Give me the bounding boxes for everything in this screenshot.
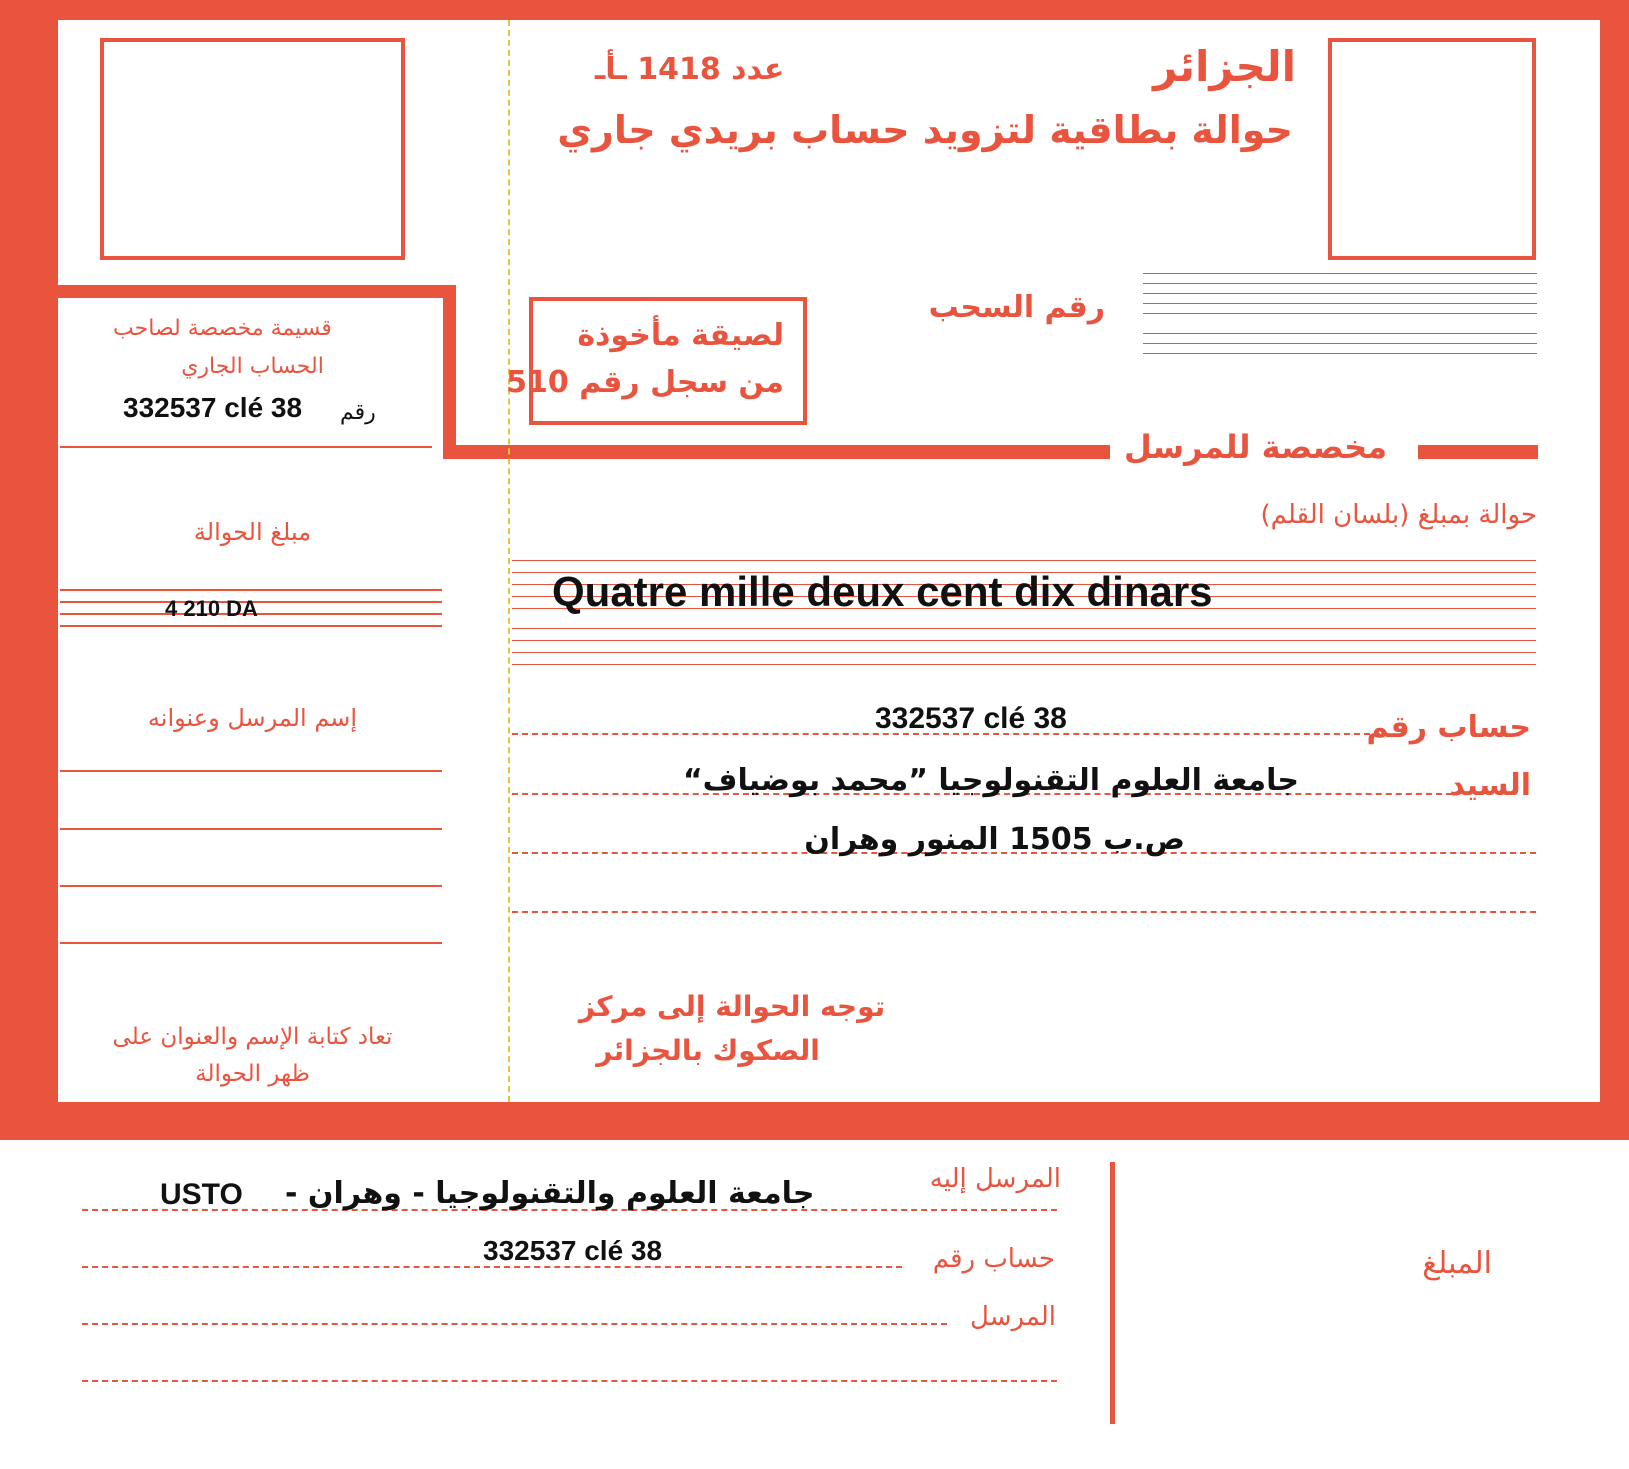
coupon-sender-line-3 [60,885,442,887]
sender-section-bar-left [443,445,1138,459]
coupon-sender-label: إسم المرسل وعنوانه [147,704,358,732]
form-frame-bottom [0,1102,1629,1140]
withdrawal-line-4 [1143,303,1537,304]
withdrawal-line-5 [1143,313,1537,314]
coupon-amount-line-1 [60,589,442,591]
bottom-sender-line [82,1323,947,1325]
mr-label: السيد [1449,768,1531,803]
bottom-account-value: 332537 clé 38 [483,1235,663,1266]
account-value: 332537 clé 38 [875,702,1067,735]
coupon-sender-line-2 [60,828,442,830]
withdrawal-label: رقم السحب [928,290,1105,325]
withdrawal-line-1 [1143,273,1537,274]
amount-words-line-1 [512,560,1536,561]
direction-line1: توجه الحوالة إلى مركز [578,990,886,1023]
direction-line2: الصكوك بالجزائر [596,1034,820,1067]
top-left-box [100,38,405,260]
stamp-line1: لصيقة مأخوذة [577,318,784,353]
form-number: عدد 1418 ـأـ [595,52,785,87]
amount-words-label: حوالة بمبلغ (بلسان القلم) [1260,500,1537,530]
coupon-sender-line-1 [60,770,442,772]
form-frame-right [1600,0,1629,1140]
withdrawal-line-8 [1143,353,1537,354]
amount-words-value: Quatre mille deux cent dix dinars [552,568,1213,615]
coupon-note-line2: ظهر الحوالة [195,1061,310,1087]
withdrawal-line-7 [1143,343,1537,344]
top-right-box [1328,38,1536,260]
coupon-amount-line-4 [60,625,442,627]
coupon-title-line1: قسيمة مخصصة لصاحب [113,316,332,341]
form-frame-left [0,0,58,1140]
withdrawal-line-6 [1143,333,1537,334]
address-value: ص.ب 1505 المنور وهران [804,822,1185,857]
form-frame-top [0,0,1629,20]
withdrawal-line-2 [1143,283,1537,284]
coupon-note-line1: تعاد كتابة الإسم والعنوان على [112,1024,393,1050]
coupon-frame-top [58,285,456,298]
bottom-account-label: حساب رقم [932,1244,1055,1274]
account-label: حساب رقم [1366,710,1531,745]
bottom-extra-line [82,1380,1057,1382]
column-separator [508,20,510,1102]
stamp-box [529,297,807,425]
coupon-amount-value: 4 210 DA [165,596,258,621]
coupon-sender-line-4 [60,942,442,944]
extra-line [512,911,1536,913]
recipient-value-ar: جامعة العلوم والتقنولوجيا - وهران - [285,1176,815,1211]
amount-words-line-8 [512,652,1536,653]
stamp-line2: من سجل رقم 510 [506,365,784,400]
bottom-sender-label: المرسل [970,1302,1056,1332]
sender-section-bar-right [1418,445,1538,459]
amount-words-line-7 [512,640,1536,641]
amount-words-line-9 [512,664,1536,665]
sender-section-label: مخصصة للمرسل [1110,428,1401,466]
recipient-label: المرسل إليه [929,1164,1061,1194]
bottom-divider [1110,1162,1115,1424]
coupon-number-label: رقم [340,400,376,425]
mr-value: جامعة العلوم التقنولوجيا ”محمد بوضياف“ [682,763,1299,798]
amount-words-line-6 [512,628,1536,629]
coupon-amount-label: مبلغ الحوالة [193,518,312,546]
coupon-number-line [60,446,432,448]
coupon-number-value: 332537 clé 38 [123,392,303,423]
country-title: الجزائر [1153,42,1296,91]
form-title: حوالة بطاقية لتزويد حساب بريدي جاري [557,108,1293,152]
withdrawal-line-3 [1143,293,1537,294]
coupon-title-line2: الحساب الجاري [181,354,324,379]
bottom-amount-label: المبلغ [1422,1246,1492,1281]
recipient-value-fr: USTO [160,1178,243,1211]
